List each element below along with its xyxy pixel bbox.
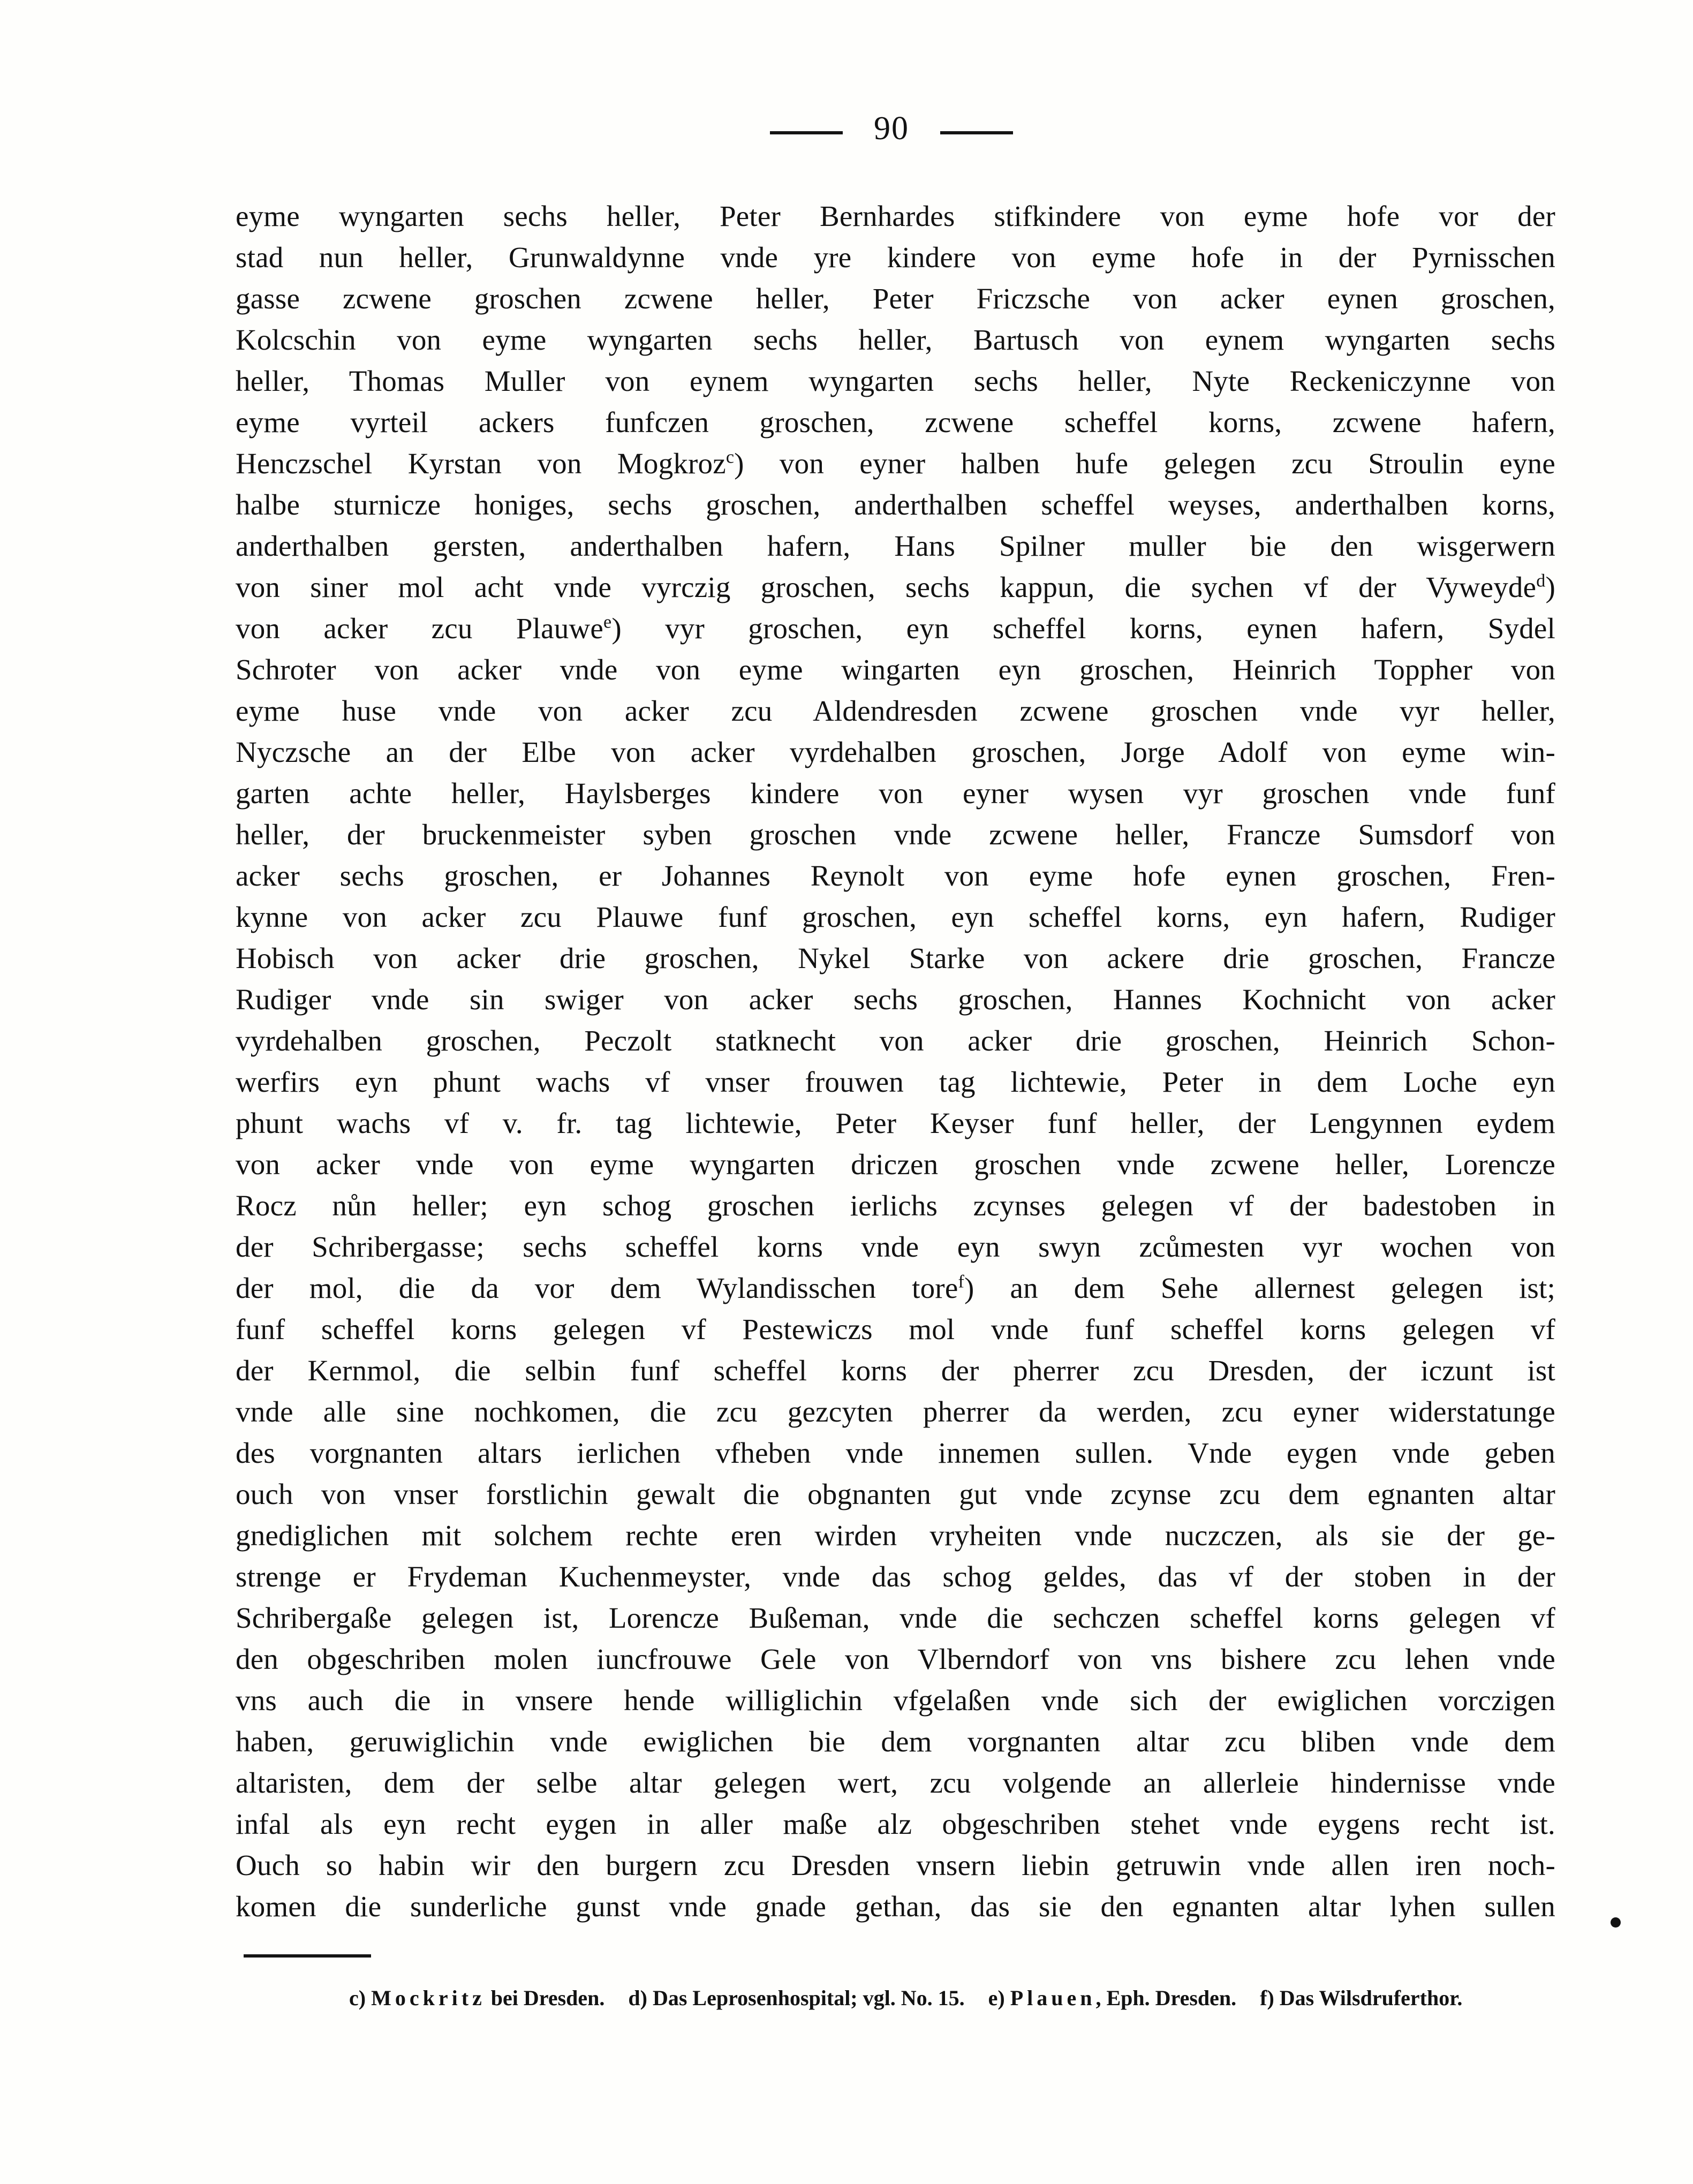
text-line: haben, geruwiglichin vnde ewiglichen bie dem vorgnanten altar zcu bliben vnde dem [236, 1725, 1555, 1758]
text-line: garten achte heller, Haylsberges kindere von eyner wysen vyr groschen vnde funf [236, 777, 1555, 810]
text-line: Ouch so habin wir den burgern zcu Dresden vnsern liebin getruwin vnde allen iren noch- [236, 1849, 1555, 1881]
footnote-ref: d [1536, 571, 1546, 591]
text-line: der mol, die da vor dem Wylandisschen tore$^f$) an dem Sehe allernest gelegen ist; [236, 1272, 1556, 1304]
text-line: von acker vnde von eyme wyngarten driczen groschen vnde zcwene heller, Lorencze [236, 1148, 1555, 1181]
footnote-item: f) Das Wilsdruferthor. [1260, 1986, 1463, 2010]
footnote-marker: c) [349, 1986, 372, 2010]
text-line: anderthalben gersten, anderthalben hafern, Hans Spilner muller bie den wisgerwern [236, 530, 1555, 562]
text-line: heller, der bruckenmeister syben groschen vnde zcwene heller, Francze Sumsdorf von [236, 818, 1555, 851]
text-line: Henczschel Kyrstan von Mogkroz$^c$) von eyner halben hufe gelegen zcu Stroulin eyne [236, 447, 1555, 480]
footnote-item: d) Das Leprosenhospital; vgl. No. 15. [628, 1986, 965, 2010]
footnote-item: e) Plauen, Eph. Dresden. [988, 1986, 1237, 2010]
text-line: von siner mol acht vnde vyrczig groschen, sechs kappun, die sychen vf der Vyweyde$^d$) [236, 571, 1555, 603]
text-line: vns auch die in vnsere hende williglichin vfgelaßen vnde sich der ewiglichen vorczigen [236, 1684, 1555, 1717]
footnote-marker: d) [628, 1986, 653, 2010]
text-column [236, 195, 1555, 1927]
text-line: der Kernmol, die selbin funf scheffel korns der pherrer zcu Dresden, der iczunt ist [236, 1354, 1555, 1387]
footnote-row [349, 1984, 1581, 2012]
text-line: stad nun heller, Grunwaldynne vnde yre kindere von eyme hofe in der Pyrnisschen [236, 241, 1555, 274]
text-line: des vorgnanten altars ierlichen vfheben vnde innemen sullen. Vnde eygen vnde geben [236, 1437, 1555, 1469]
text-line: Nyczsche an der Elbe von acker vyrdehalben groschen, Jorge Adolf von eyme win- [236, 736, 1555, 768]
footnote-ref: f [958, 1272, 964, 1292]
text-line: Schroter von acker vnde von eyme wingarten eyn groschen, Heinrich Toppher von [236, 653, 1555, 686]
text-line: ouch von vnser forstlichin gewalt die obgnanten gut vnde zcynse zcu dem egnanten altar [236, 1478, 1555, 1510]
text-line: gnediglichen mit solchem rechte eren wirden vryheiten vnde nuczczen, als sie der ge- [236, 1519, 1555, 1552]
text-line: vyrdehalben groschen, Peczolt statknecht von acker drie groschen, Heinrich Schon- [236, 1024, 1555, 1057]
text-line: vnde alle sine nochkomen, die zcu gezcyten pherrer da werden, zcu eyner widerstatunge [236, 1395, 1555, 1428]
text-line: eyme wyngarten sechs heller, Peter Bernhardes stifkindere von eyme hofe vor der [236, 200, 1555, 232]
text-line: komen die sunderliche gunst vnde gnade gethan, das sie den egnanten altar lyhen sullen [236, 1890, 1555, 1923]
text-line: phunt wachs vf v. fr. tag lichtewie, Peter Keyser funf heller, der Lengynnen eydem [236, 1107, 1555, 1139]
footnote-rule [244, 1954, 371, 1958]
head-dash-left [770, 131, 843, 134]
footnote-marker: f) [1260, 1986, 1280, 2010]
text-line: altaristen, dem der selbe altar gelegen wert, zcu volgende an allerleie hindernisse vnde [236, 1766, 1555, 1799]
text-line: eyme huse vnde von acker zcu Aldendresden zcwene groschen vnde vyr heller, [236, 694, 1555, 727]
text-line: werfirs eyn phunt wachs vf vnser frouwen tag lichtewie, Peter in dem Loche eyn [236, 1065, 1555, 1098]
footnote-ref: e [603, 612, 612, 632]
text-line: heller, Thomas Muller von eynem wyngarten sechs heller, Nyte Reckeniczynne von [236, 365, 1555, 397]
text-line: infal als eyn recht eygen in aller maße alz obgeschriben stehet vnde eygens recht ist. [236, 1808, 1555, 1840]
text-line: Rudiger vnde sin swiger von acker sechs groschen, Hannes Kochnicht von acker [236, 983, 1555, 1016]
running-head [45, 110, 1693, 148]
text-line: eyme vyrteil ackers funfczen groschen, zcwene scheffel korns, zcwene hafern, [236, 406, 1555, 439]
text-line: gasse zcwene groschen zcwene heller, Peter Friczsche von acker eynen groschen, [236, 282, 1555, 315]
footnote-place-name: Mockritz [371, 1986, 486, 2010]
footnote-item: c) Mockritz bei Dresden. [349, 1986, 605, 2010]
text-line: strenge er Frydeman Kuchenmeyster, vnde das schog geldes, das vf der stoben in der [236, 1560, 1555, 1593]
text-line: den obgeschriben molen iuncfrouwe Gele von Vlberndorf von vns bishere zcu lehen vnde [236, 1643, 1555, 1675]
text-line: Rocz nůn heller; eyn schog groschen ierlichs zcynses gelegen vf der badestoben in [236, 1189, 1555, 1222]
ink-speck [1611, 1917, 1621, 1928]
text-line: halbe sturnicze honiges, sechs groschen, anderthalben scheffel weyses, anderthalben korns, [236, 488, 1555, 521]
text-line: Hobisch von acker drie groschen, Nykel Starke von ackere drie groschen, Francze [236, 942, 1555, 974]
footnote-marker: e) [988, 1986, 1010, 2010]
text-line: funf scheffel korns gelegen vf Pestewiczs mol vnde funf scheffel korns gelegen vf [236, 1313, 1555, 1346]
footnote-place-name: Plauen [1010, 1986, 1096, 2010]
text-line: acker sechs groschen, er Johannes Reynolt von eyme hofe eynen groschen, Fren- [236, 859, 1555, 892]
text-line: Kolcschin von eyme wyngarten sechs heller, Bartusch von eynem wyngarten sechs [236, 323, 1555, 356]
text-line: kynne von acker zcu Plauwe funf groschen, eyn scheffel korns, eyn hafern, Rudiger [236, 901, 1555, 933]
footnote-ref: c [725, 447, 735, 467]
text-line: von acker zcu Plauwe$^e$) vyr groschen, eyn scheffel korns, eynen hafern, Sydel [236, 612, 1555, 645]
page-number: 90 [874, 110, 909, 147]
head-dash-right [940, 131, 1013, 134]
text-line: Schribergaße gelegen ist, Lorencze Bußeman, vnde die sechczen scheffel korns gelegen vf [236, 1601, 1555, 1634]
text-line: der Schribergasse; sechs scheffel korns vnde eyn swyn zcůmesten vyr wochen von [236, 1230, 1555, 1263]
